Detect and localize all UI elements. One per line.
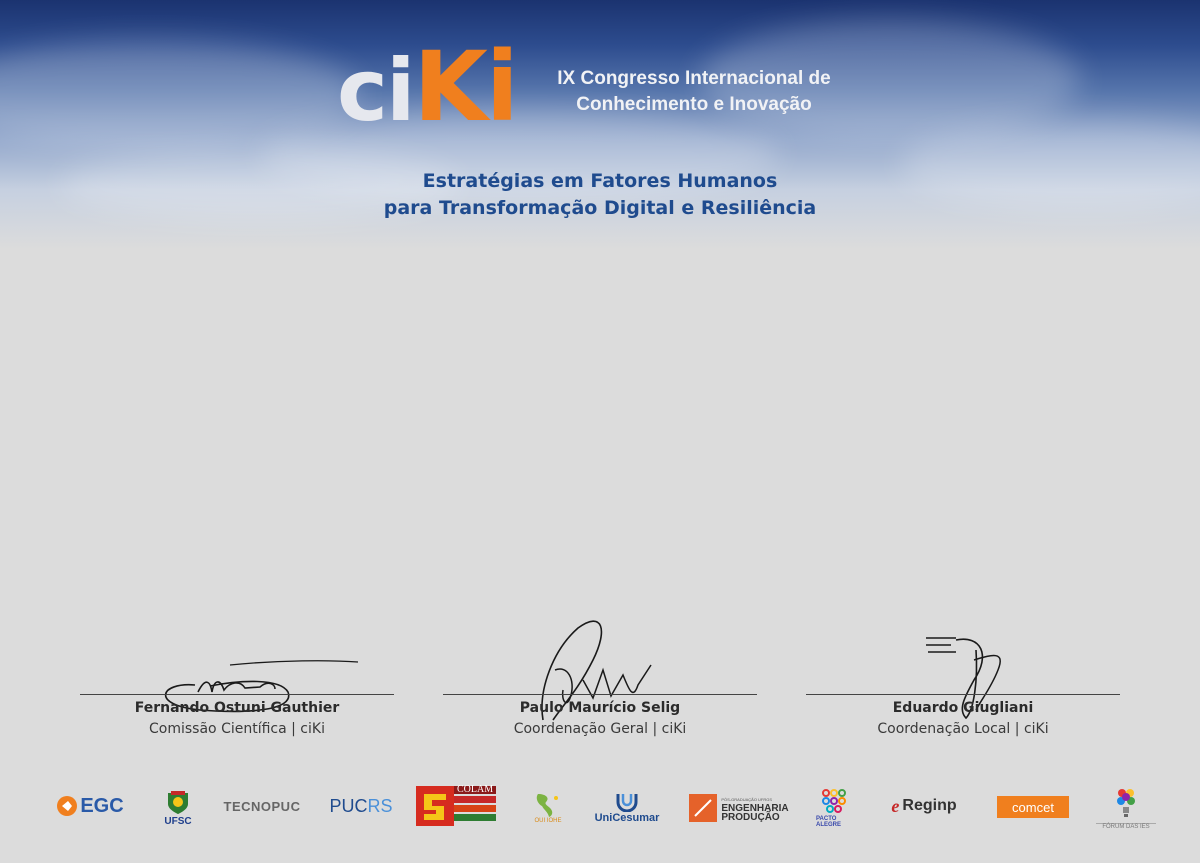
pacto-alegre-logo: PACTO ALEGRE (816, 786, 852, 830)
pacto-alegre-grid-icon (821, 788, 847, 816)
reginp-e-icon: e (891, 795, 900, 816)
signature-line (806, 694, 1120, 695)
unicesumar-logo: UniCesumar (590, 788, 664, 828)
unicesumar-emblem-icon (614, 792, 640, 812)
signatory-name: Eduardo Giugliani (892, 700, 1034, 716)
egc-logo: EGC (50, 792, 130, 820)
signature-line (443, 694, 757, 695)
reginp-logo: e Reginp (891, 795, 957, 816)
ciki-logo: ciKi (337, 31, 517, 143)
congress-title-line2: Conhecimento e Inovação (576, 94, 812, 115)
signature-block-gauthier (80, 610, 394, 745)
forum-lightbulb-icon (1115, 787, 1137, 821)
comcet-logo: comcet (996, 794, 1070, 820)
egc-emblem-icon (56, 795, 78, 817)
ufsc-logo: UFSC (158, 785, 198, 831)
colam-logo: COLAM (416, 786, 496, 826)
signature-line (80, 694, 394, 695)
signature-block-selig (443, 610, 757, 745)
congress-title-line1: IX Congresso Internacional de (557, 68, 831, 89)
signatory-name: Fernando Ostuni Gauthier (134, 700, 340, 716)
sponsor-logos (0, 780, 1200, 840)
congress-theme (0, 168, 1200, 222)
signatory-role: Coordenação Local | ciKi (877, 721, 1049, 737)
signature-block-giugliani (806, 610, 1120, 745)
oui-iohe-logo: OUI IOHE (528, 788, 568, 828)
forum-ies-logo: FÓRUM DAS IES (1094, 782, 1158, 834)
certificate-header (0, 0, 1200, 250)
engenharia-emblem-icon (689, 794, 717, 822)
signatory-role: Coordenação Geral | ciKi (513, 721, 687, 737)
theme-line1: Estratégias em Fatores Humanos (422, 170, 778, 192)
signatory-role: Comissão Científica | ciKi (149, 721, 325, 737)
signatory-name: Paulo Maurício Selig (519, 700, 681, 716)
americas-map-icon (532, 792, 564, 818)
ufsc-crest-icon (165, 790, 191, 816)
congress-title (527, 66, 861, 118)
engenharia-producao-logo: PÓS-GRADUAÇÃO UFRGS ENGENHARIA PRODUÇÃO (686, 792, 792, 824)
pucrs-logo: PUC RS (329, 795, 393, 816)
tecnopuc-logo: TECNOPUC (223, 798, 301, 814)
theme-line2: para Transformação Digital e Resiliência (383, 197, 817, 219)
